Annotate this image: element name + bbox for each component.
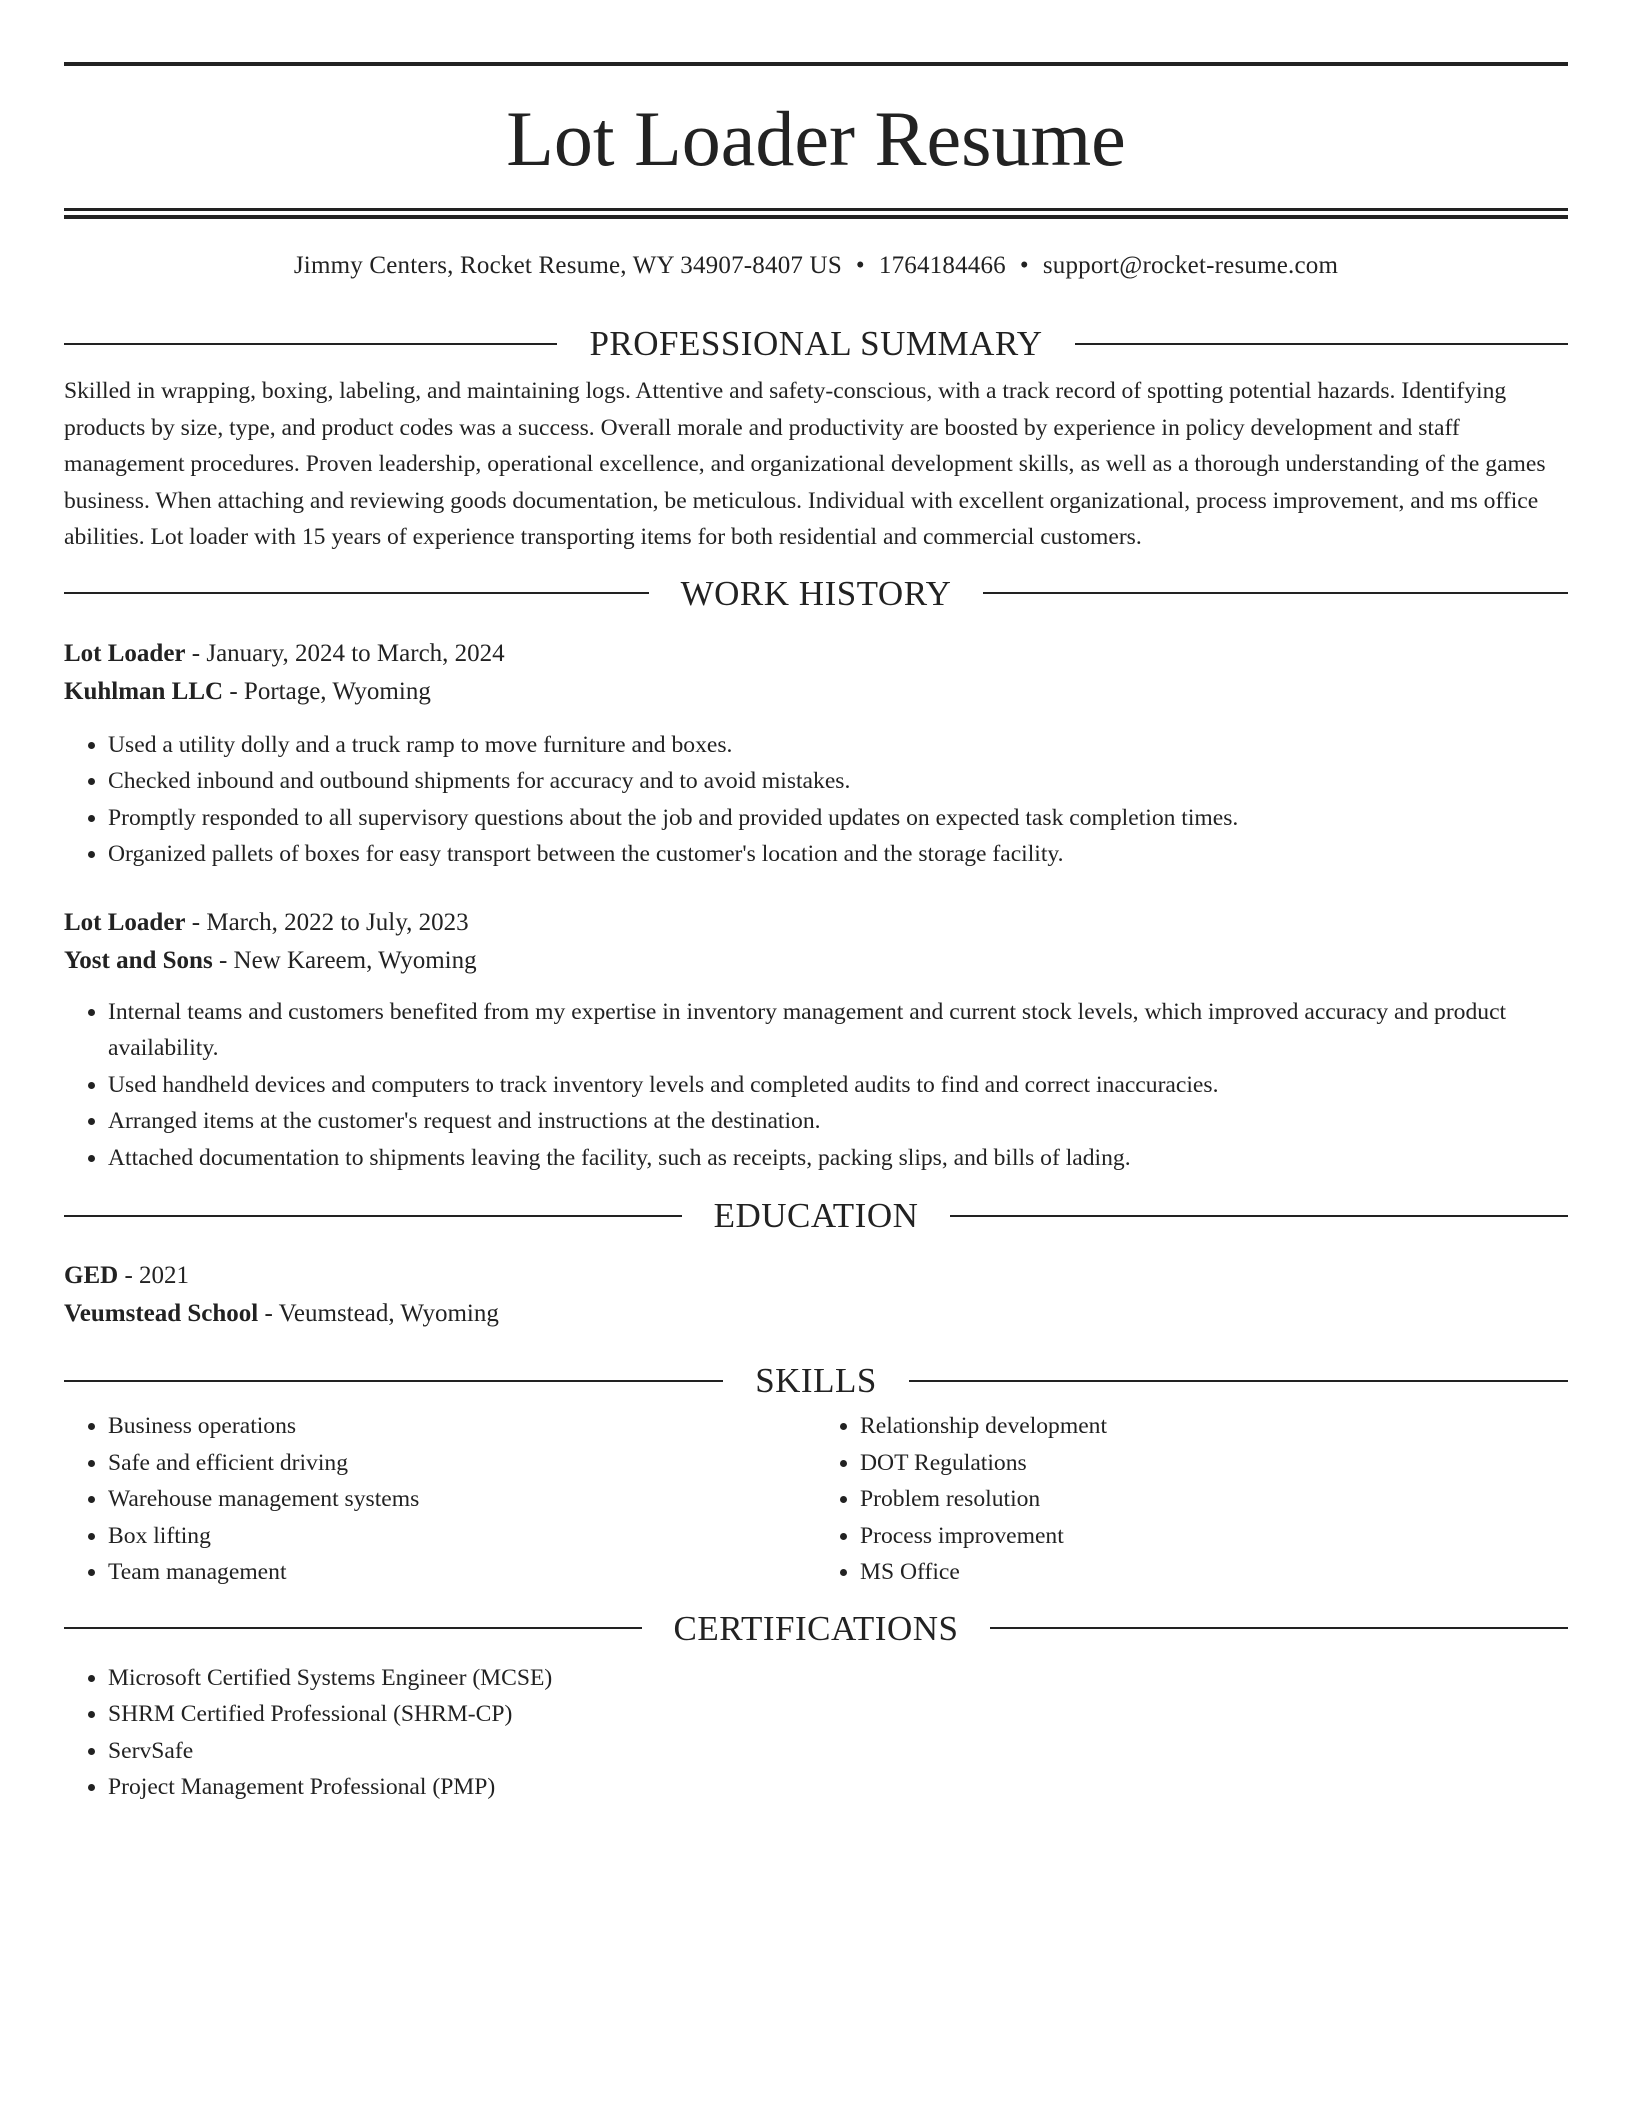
contact-phone: 1764184466 [878, 252, 1006, 279]
skill-item: • Problem resolution [860, 1481, 1568, 1518]
heading-rule [909, 1380, 1568, 1382]
list-item: • Arranged items at the customer's request and instructions at the destination. [108, 1103, 1568, 1140]
heading-rule [64, 343, 557, 345]
company-name: Yost and Sons [64, 946, 213, 974]
education-entry [64, 1257, 1568, 1333]
job-title-line [64, 635, 1568, 673]
contact-email: support@rocket-resume.com [1042, 252, 1339, 279]
job-company-line [64, 942, 1568, 980]
degree: GED [64, 1262, 119, 1289]
job-bullets [64, 727, 1568, 873]
job-title: Lot Loader [64, 908, 186, 936]
degree-line [64, 1257, 1568, 1295]
skills-section-heading [64, 1363, 1568, 1398]
section-title: EDUCATION [713, 1196, 919, 1235]
certification-item: • SHRM Certified Professional (SHRM-CP) [108, 1696, 1568, 1733]
job-title: Lot Loader [64, 639, 186, 667]
list-item: • Internal teams and customers benefited from my expertise in inventory management and current stock levels, which improved accuracy and product availability. [108, 994, 1568, 1067]
summary-text: Skilled in wrapping, boxing, labeling, and maintaining logs. Attentive and safety-conscious, with a track record of spotting potential hazards. Identifying products by size, type, and product codes was a success. Overall morale and productivity are boosted by experience in policy development and staff management procedures. Proven leadership, operational excellence, and organizational development skills, as well as a thorough understanding of the games business. When attaching and reviewing goods documentation, be meticulous. Individual with excellent organizational, process improvement, and ms office abilities. Lot loader with 15 years of experience transporting items for both residential and commercial customers. [64, 378, 1546, 550]
skill-item: • Relationship development [860, 1408, 1568, 1445]
section-title: CERTIFICATIONS [673, 1608, 959, 1648]
certification-item: • Project Management Professional (PMP) [108, 1769, 1568, 1806]
heading-rule [64, 1627, 642, 1629]
skills-list-right [816, 1408, 1568, 1591]
list-item: • Organized pallets of boxes for easy transport between the customer's location and the storage facility. [108, 836, 1568, 873]
job-entry [64, 635, 1568, 873]
top-rule [64, 62, 1568, 66]
certifications-list [64, 1660, 1568, 1806]
heading-rule [990, 1627, 1568, 1629]
skill-item: • Business operations [108, 1408, 816, 1445]
skill-item: • DOT Regulations [860, 1445, 1568, 1482]
contact-address: Jimmy Centers, Rocket Resume, WY 34907-8407 US [293, 252, 842, 279]
summary-section-heading [64, 326, 1568, 361]
school-location: - Veumstead, Wyoming [258, 1300, 499, 1327]
double-rule [64, 208, 1568, 219]
section-title: SKILLS [755, 1361, 877, 1400]
skill-item: • Box lifting [108, 1518, 816, 1555]
company-location: - Portage, Wyoming [223, 677, 431, 705]
list-item: • Attached documentation to shipments leaving the facility, such as receipts, packing slips, and bills of lading. [108, 1140, 1568, 1177]
heading-rule [64, 1380, 723, 1382]
job-title-line [64, 904, 1568, 942]
section-title: WORK HISTORY [680, 573, 952, 613]
job-entry [64, 904, 1568, 1177]
work-section-heading [64, 573, 1568, 613]
job-dates: - January, 2024 to March, 2024 [185, 639, 505, 667]
resume-title: Lot Loader Resume [506, 95, 1126, 182]
education-section-heading [64, 1198, 1568, 1233]
skill-item: • Warehouse management systems [108, 1481, 816, 1518]
skill-item: • MS Office [860, 1554, 1568, 1591]
heading-rule [64, 592, 649, 594]
certification-item: • ServSafe [108, 1733, 1568, 1770]
heading-rule [950, 1215, 1568, 1217]
job-company-line [64, 673, 1568, 711]
heading-rule [983, 592, 1568, 594]
certifications-section-heading [64, 1608, 1568, 1648]
resume-page [64, 62, 1568, 1806]
section-title: PROFESSIONAL SUMMARY [589, 324, 1043, 363]
school-name: Veumstead School [64, 1300, 259, 1327]
list-item: • Promptly responded to all supervisory questions about the job and provided updates on expected task completion times. [108, 800, 1568, 837]
skill-item: • Safe and efficient driving [108, 1445, 816, 1482]
company-location: - New Kareem, Wyoming [212, 946, 477, 974]
skill-item: • Team management [108, 1554, 816, 1591]
list-item: • Used a utility dolly and a truck ramp to move furniture and boxes. [108, 727, 1568, 764]
heading-rule [1075, 343, 1568, 345]
education-year: - 2021 [118, 1262, 190, 1289]
heading-rule [64, 1215, 682, 1217]
job-dates: - March, 2022 to July, 2023 [185, 908, 469, 936]
company-name: Kuhlman LLC [64, 677, 224, 705]
list-item: • Used handheld devices and computers to track inventory levels and completed audits to find and correct inaccuracies. [108, 1067, 1568, 1104]
skill-item: • Process improvement [860, 1518, 1568, 1555]
certification-item: • Microsoft Certified Systems Engineer (MCSE) [108, 1660, 1568, 1697]
contact-line [64, 253, 1568, 278]
list-item: • Checked inbound and outbound shipments for accuracy and to avoid mistakes. [108, 763, 1568, 800]
skills-list-left [64, 1408, 816, 1591]
contact-separator: • [855, 252, 865, 279]
school-line [64, 1295, 1568, 1333]
contact-separator: • [1019, 252, 1029, 279]
skills-grid [64, 1408, 1568, 1591]
job-bullets [64, 994, 1568, 1177]
